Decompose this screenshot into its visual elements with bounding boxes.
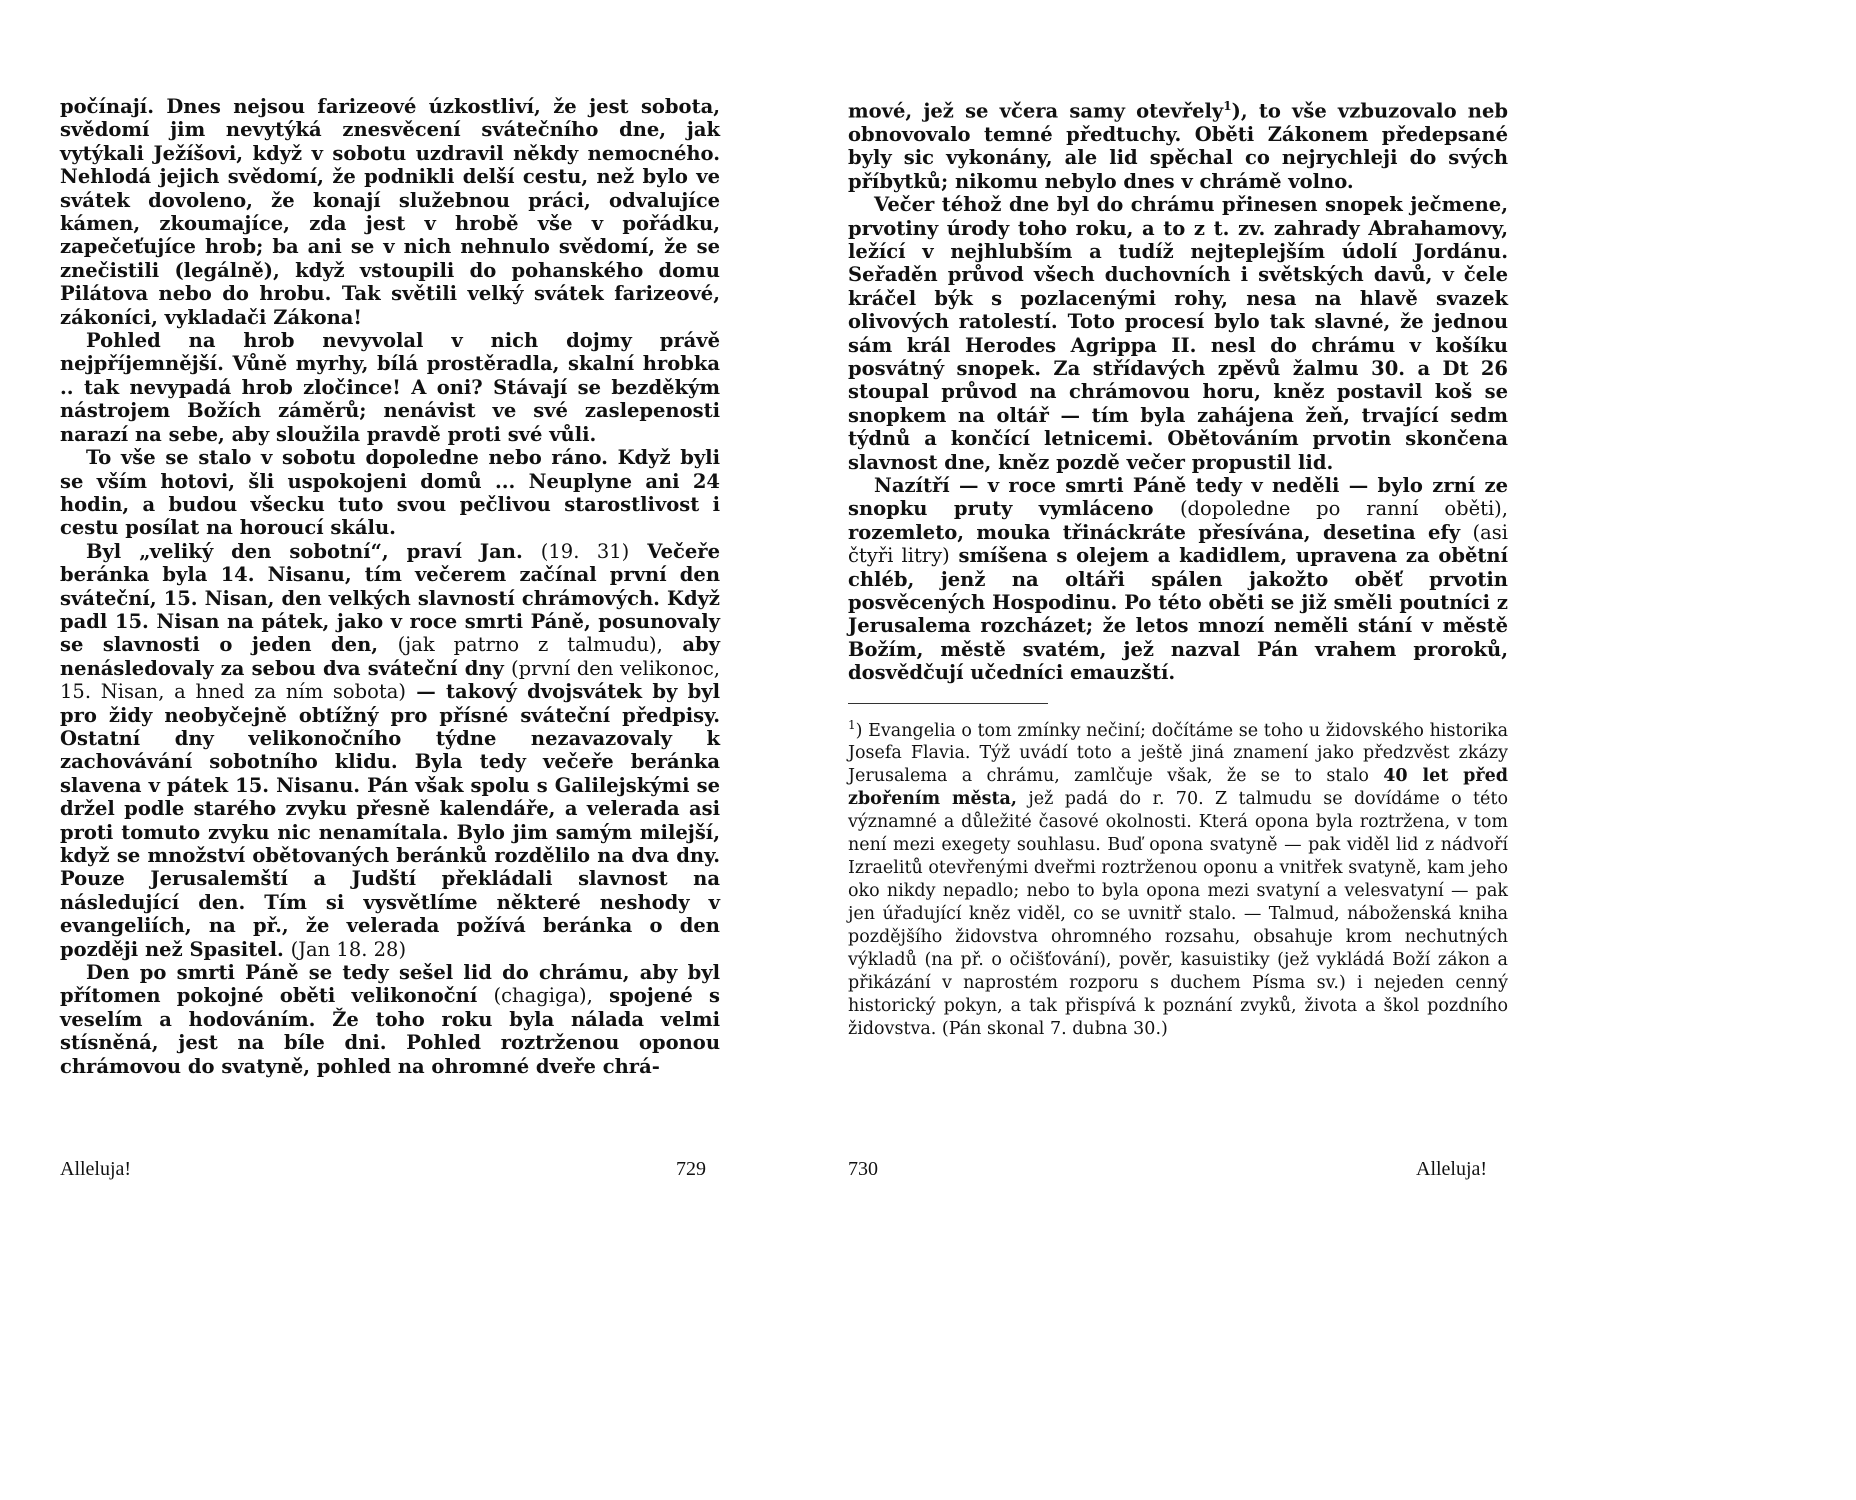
paragraph	[60, 540, 720, 961]
text-run: smíšena s olejem a kadidlem, upravena za obětní chléb, jenž na oltáři spálen jakožto oběť prvotin posvěcených Hospodinu. Po této oběti se již směli poutníci z Jerusalema rozcházet; že letos mnozí neměli stání v městě Božím, městě svatém, jež nazval Pán vrahem proroků, dosvědčují učedníci emauzští.	[848, 544, 1508, 685]
text-run: — takový dvojsvátek by byl pro židy neobyčejně obtížný pro přísné sváteční předpisy. Ostatní dny velikonočního týdne nezavazovaly k zachovávání sobotního klidu. Byla tedy večeře beránka slavena v pátek 15. Nisanu. Pán však spolu s Galilejskými se držel podle starého zvyku přesně kalendáře, a velerada asi proti tomuto zvyku nic nenamítala. Bylo jim samým milejší, když se množství obětovaných beránků rozdělilo na dva dny. Pouze Jerusalemští a Judští překládali slavnost na následující den. Tím si vysvětlíme některé neshody v evangeliích, na př., že velerada požívá beránka o den později než Spasitel.	[60, 680, 720, 961]
paragraph	[60, 961, 720, 1078]
text-run: (19. 31)	[540, 539, 630, 563]
left-footer-title: Alleluja!	[60, 1158, 132, 1180]
text-run: Večeře beránka byla 14. Nisanu, tím večerem začínal první den sváteční, 15. Nisan, den velkých slavností chrámových. Když padl 15. Nisan na pátek, jako v roce smrti Páně, posunovaly se slavnosti o jeden den,	[60, 539, 720, 657]
text-run: (jak patrno z talmudu),	[397, 633, 663, 657]
paragraph	[848, 95, 1508, 193]
text-run: ), to vše vzbuzovalo neb obnovovalo temné předtuchy. Oběti Zákonem předepsané byly sic vykonány, ale lid spěchal co nejrychleji do svých příbytků; nikomu nebylo dnes v chrámě volno.	[848, 99, 1508, 193]
paragraph	[848, 474, 1508, 685]
paragraph: Večer téhož dne byl do chrámu přinesen snopek ječmene, prvotiny úrody toho roku, a to z t. zv. zahrady Abrahamovy, ležící v nejhlubším a tudíž nejteplejším údolí Jordánu. Seřaděn průvod všech duchovních i světských davů, v čele kráčel býk s pozlacenými rohy, nesa na hlavě svazek olivových ratolestí. Toto procesí bylo tak slavné, že jednou sám král Herodes Agrippa II. nesl do chrámu v košíku posvátný snopek. Za střídavých zpěvů žalmu 30. a Dt 26 stoupal průvod na chrámovou horu, kněz postavil koš se snopkem na oltář — tím byla zahájena žeň, trvající sedm týdnů a končící letnicemi. Obětováním prvotin skončena slavnost dne, kněz pozdě večer propustil lid.	[848, 193, 1508, 474]
text-run: rozemleto, mouka třináckráte přesívána, desetina efy	[848, 520, 1461, 544]
paragraph: počínají. Dnes nejsou farizeové úzkostliví, že jest sobota, svědomí jim nevytýká znesvěcení svátečního dne, jak vytýkali Ježíšovi, když v sobotu uzdravil někdy nemocného. Nehlodá jejich svědomí, že podnikli delší cestu, než bylo ve svátek dovoleno, že konají služebnou práci, odvalujíce kámen, zkoumajíce, zda jest v hrobě vše v pořádku, zapečeťujíce hrob; ba ani se v nich nehnulo svědomí, že se znečistili (legálně), když vstoupili do pohanského domu Pilátova nebo do hrobu. Tak světili velký svátek farizeové, zákoníci, vykladači Zákona!	[60, 95, 720, 329]
text-run: ) Evangelia o tom zmínky nečiní; dočítáme se toho u židovského historika Josefa Flavia. Týž uvádí toto a ještě jiná znamení jako předzvěst zkázy Jerusalema a chrámu, zamlčuje však, že se to stalo	[848, 720, 1508, 787]
left-page-number: 729	[676, 1158, 706, 1180]
footnote-marker: 1	[1223, 99, 1232, 113]
footnote	[848, 714, 1508, 1042]
text-run: (dopoledne po ranní oběti),	[1179, 497, 1508, 521]
text-run: 40 let před zbořením města,	[848, 766, 1508, 810]
text-run: Nazítří — v roce smrti Páně tedy v neděli — bylo zrní ze snopku pruty vymláceno	[848, 474, 1508, 521]
footnote-marker: 1	[848, 717, 856, 732]
left-page	[60, 95, 720, 1078]
text-run: mové, jež se včera samy otevřely	[848, 99, 1224, 123]
text-run: Byl „veliký den sobotní“, praví Jan.	[86, 539, 523, 563]
right-page-number: 730	[848, 1158, 878, 1180]
text-run: (první den velikonoc, 15. Nisan, a hned za ním sobota)	[60, 656, 720, 704]
paragraph: Pohled na hrob nevyvolal v nich dojmy právě nejpříjemnější. Vůně myrhy, bílá prostěradla, skalní hrobka .. tak nevypadá hrob zločince! A oni? Stávají se bezděkým nástrojem Božích záměrů; nenávist ve své zaslepenosti narazí na sebe, aby sloužila pravdě proti své vůli.	[60, 329, 720, 446]
text-run: (chagiga),	[493, 984, 593, 1008]
text-run: spojené s veselím a hodováním. Že toho roku byla nálada velmi stísněná, jest na bíle dni. Pohled roztrženou oponou chrámovou do svatyně, pohled na ohromné dveře chrá-	[60, 984, 720, 1078]
text-run: (asi čtyři litry)	[848, 520, 1509, 568]
right-footer-title: Alleluja!	[1416, 1158, 1488, 1180]
paragraph: To vše se stalo v sobotu dopoledne nebo ráno. Když byli se vším hotovi, šli uspokojeni domů ... Neuplyne ani 24 hodin, a budou všecku tuto svou pečlivou starostlivost i cestu posílat na horoucí skálu.	[60, 446, 720, 540]
right-page	[848, 95, 1508, 1041]
footnote-divider	[848, 703, 1048, 704]
text-run: (Jan 18. 28)	[290, 937, 407, 961]
text-run: jež padá do r. 70. Z talmudu se dovídáme o této významné a důležité časové okolnosti. Která opona byla roztržena, v tom není mezi exegety souhlasu. Buď opona svatyně — pak viděl lid z nádvoří Izraelitů otevřenými dveřmi roztrženou oponu a vnitřek svatyně, kam jeho oko nikdy nepadlo; nebo to byla opona mezi svatyní a velesvatyní — pak jen úřadující kněz viděl, co se uvnitř stalo. — Talmud, náboženská kniha pozdějšího židovstva ohromného rozsahu, obsahuje krom nechutných výkladů (na př. o očišťování), pověr, kasuistiky (jež vykládá Boží zákon a přikázání v naprostém rozporu s duchem Písma sv.) i nejeden cenný historický pokyn, a tak přispívá k poznání zvyků, života a škol pozdního židovstva. (Pán skonal 7. dubna 30.)	[848, 789, 1508, 1040]
text-run: aby nenásledovaly za sebou dva sváteční dny	[60, 633, 720, 680]
text-run: Den po smrti Páně se tedy sešel lid do chrámu, aby byl přítomen pokojné oběti velikonoční	[60, 961, 720, 1008]
